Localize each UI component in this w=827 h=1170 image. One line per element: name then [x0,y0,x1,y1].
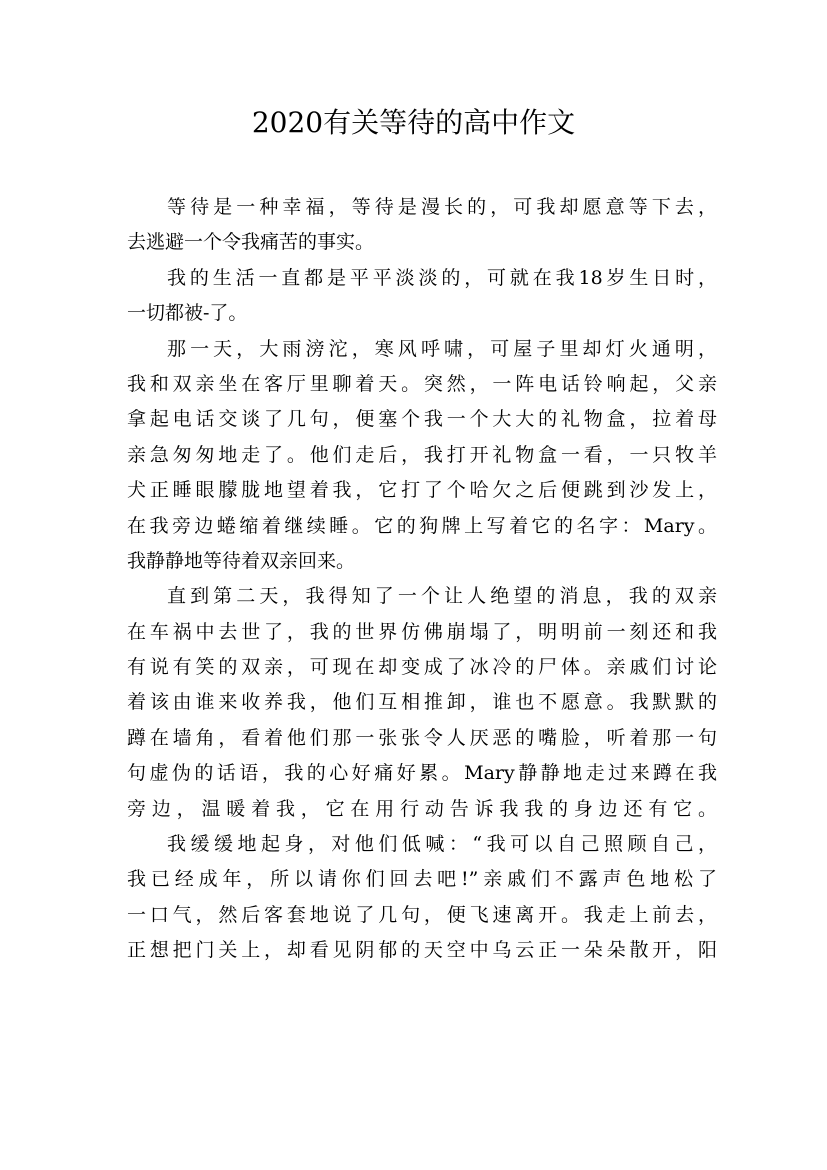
essay-line: 拿起电话交谈了几句，便塞个我一个大大的礼物盒，拉着母 [127,408,717,431]
essay-line: 等待是一种幸福，等待是漫长的，可我却愿意等下去， [167,196,717,218]
essay-line: 那一天，大雨滂沱，寒风呼啸，可屋子里却灯火通明， [167,337,717,360]
essay-line: 直到第二天，我得知了一个让人绝望的消息，我的双亲 [167,585,717,608]
essay-line: 有说有笑的双亲，可现在却变成了冰冷的尸体。亲戚们讨论 [127,656,717,679]
essay-line: 我和双亲坐在客厅里聊着天。突然，一阵电话铃响起，父亲 [127,372,717,395]
essay-line: 蹲在墙角，看着他们那一张张令人厌恶的嘴脸，听着那一句 [127,726,717,749]
essay-line: 我静静地等待着双亲回来。 [127,549,356,572]
essay-line: 犬正睡眼朦胧地望着我，它打了个哈欠之后便跳到沙发上， [127,479,717,502]
essay-line: 亲急匆匆地走了。他们走后，我打开礼物盒一看，一只牧羊 [127,443,717,466]
essay-line: 我的生活一直都是平平淡淡的，可就在我18岁生日时， [167,266,717,289]
essay-line: 正想把门关上，却看见阴郁的天空中乌云正一朵朵散开，阳 [127,939,717,962]
essay-body [127,190,717,969]
essay-line: 我缓缓地起身，对他们低喊：“我可以自己照顾自己， [167,833,717,856]
essay-title: 2020有关等待的高中作文 [251,106,576,139]
essay-line: 旁边，温暖着我，它在用行动告诉我我的身边还有它。 [127,797,717,820]
essay-line: 句虚伪的话语，我的心好痛好累。Mary静静地走过来蹲在我 [127,762,717,785]
essay-line: 去逃避一个令我痛苦的事实。 [127,231,375,254]
essay-line: 一切都被-了。 [127,302,248,325]
essay-line: 在我旁边蜷缩着继续睡。它的狗牌上写着它的名字：Mary。 [127,514,717,537]
essay-line: 我已经成年，所以请你们回去吧!”亲戚们不露声色地松了 [127,868,717,891]
essay-line: 一口气，然后客套地说了几句，便飞速离开。我走上前去， [127,903,717,926]
essay-line: 着该由谁来收养我，他们互相推卸，谁也不愿意。我默默的 [127,691,717,714]
essay-line: 在车祸中去世了，我的世界仿佛崩塌了，明明前一刻还和我 [127,620,717,643]
